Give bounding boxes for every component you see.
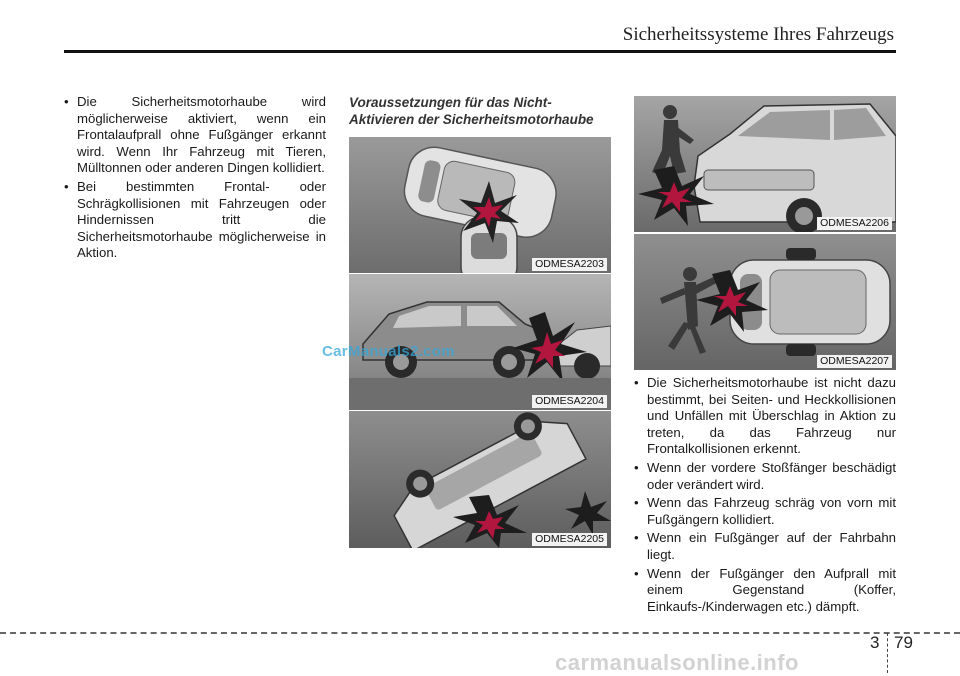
- left-bullet-list: [64, 94, 326, 264]
- right-bullet-list: [634, 375, 896, 617]
- figure-caption: ODMESA2206: [817, 217, 892, 230]
- page-number: 79: [894, 633, 913, 652]
- bullet-item: • Wenn der vordere Stoßfänger beschädigt oder verändert wird.: [634, 460, 896, 493]
- bullet-item: • Die Sicherheitsmotorhaube ist nicht dazu bestimmt, bei Seiten- und Heckkollisionen und Unfällen mit Überschlag in Aktion zu treten, da das Fahrzeug nur Frontalkollisionen erkennt.: [634, 375, 896, 458]
- bullet-item: • Wenn das Fahrzeug schräg von vorn mit Fußgängern kollidiert.: [634, 495, 896, 528]
- figure-caption: ODMESA2204: [532, 395, 607, 408]
- rollover-illustration: [349, 411, 611, 548]
- lying-pedestrian-illustration: [634, 234, 896, 370]
- bullet-item: • Die Sicherheitsmotorhaube wird möglicherweise aktiviert, wenn ein Frontalaufprall ohne Fußgänger erkannt wird. Wenn Ihr Fahrzeug mit Tieren, Mülltonnen oder anderen Dingen kollidiert.: [64, 94, 326, 177]
- footer-rule: [0, 632, 960, 634]
- bullet-item: • Wenn der Fußgänger den Aufprall mit einem Gegenstand (Koffer, Einkaufs-/Kinderwagen etc.) dämpft.: [634, 566, 896, 616]
- figure-caption: ODMESA2203: [532, 258, 607, 271]
- figure-odmesa2203: [349, 137, 611, 273]
- section-heading: Voraussetzungen für das Nicht-Aktivieren der Sicherheitsmotorhaube: [349, 95, 594, 127]
- bullet-item: • Bei bestimmten Frontal- oder Schrägkollisionen mit Fahrzeugen oder Hindernissen tritt die Sicherheitsmotorhaube möglicherweise in Aktion.: [64, 179, 326, 262]
- header-rule: [64, 50, 896, 53]
- top-view-collision-illustration: [349, 137, 611, 273]
- page-number-divider: [887, 633, 888, 673]
- figure-odmesa2205: [349, 411, 611, 548]
- figure-odmesa2207: [634, 234, 896, 370]
- footer-watermark: carmanualsonline.info: [555, 650, 799, 675]
- figure-caption: ODMESA2205: [532, 533, 607, 546]
- figure-odmesa2204: [349, 274, 611, 410]
- watermark: CarManuals2.com: [322, 343, 455, 360]
- oblique-pedestrian-illustration: [634, 96, 896, 232]
- figure-caption: ODMESA2207: [817, 355, 892, 368]
- figure-odmesa2206: [634, 96, 896, 232]
- section-number: 3: [870, 633, 880, 652]
- rear-collision-illustration: [349, 274, 611, 410]
- running-header: Sicherheitssysteme Ihres Fahrzeugs: [622, 24, 894, 45]
- bullet-item: • Wenn ein Fußgänger auf der Fahrbahn liegt.: [634, 530, 896, 563]
